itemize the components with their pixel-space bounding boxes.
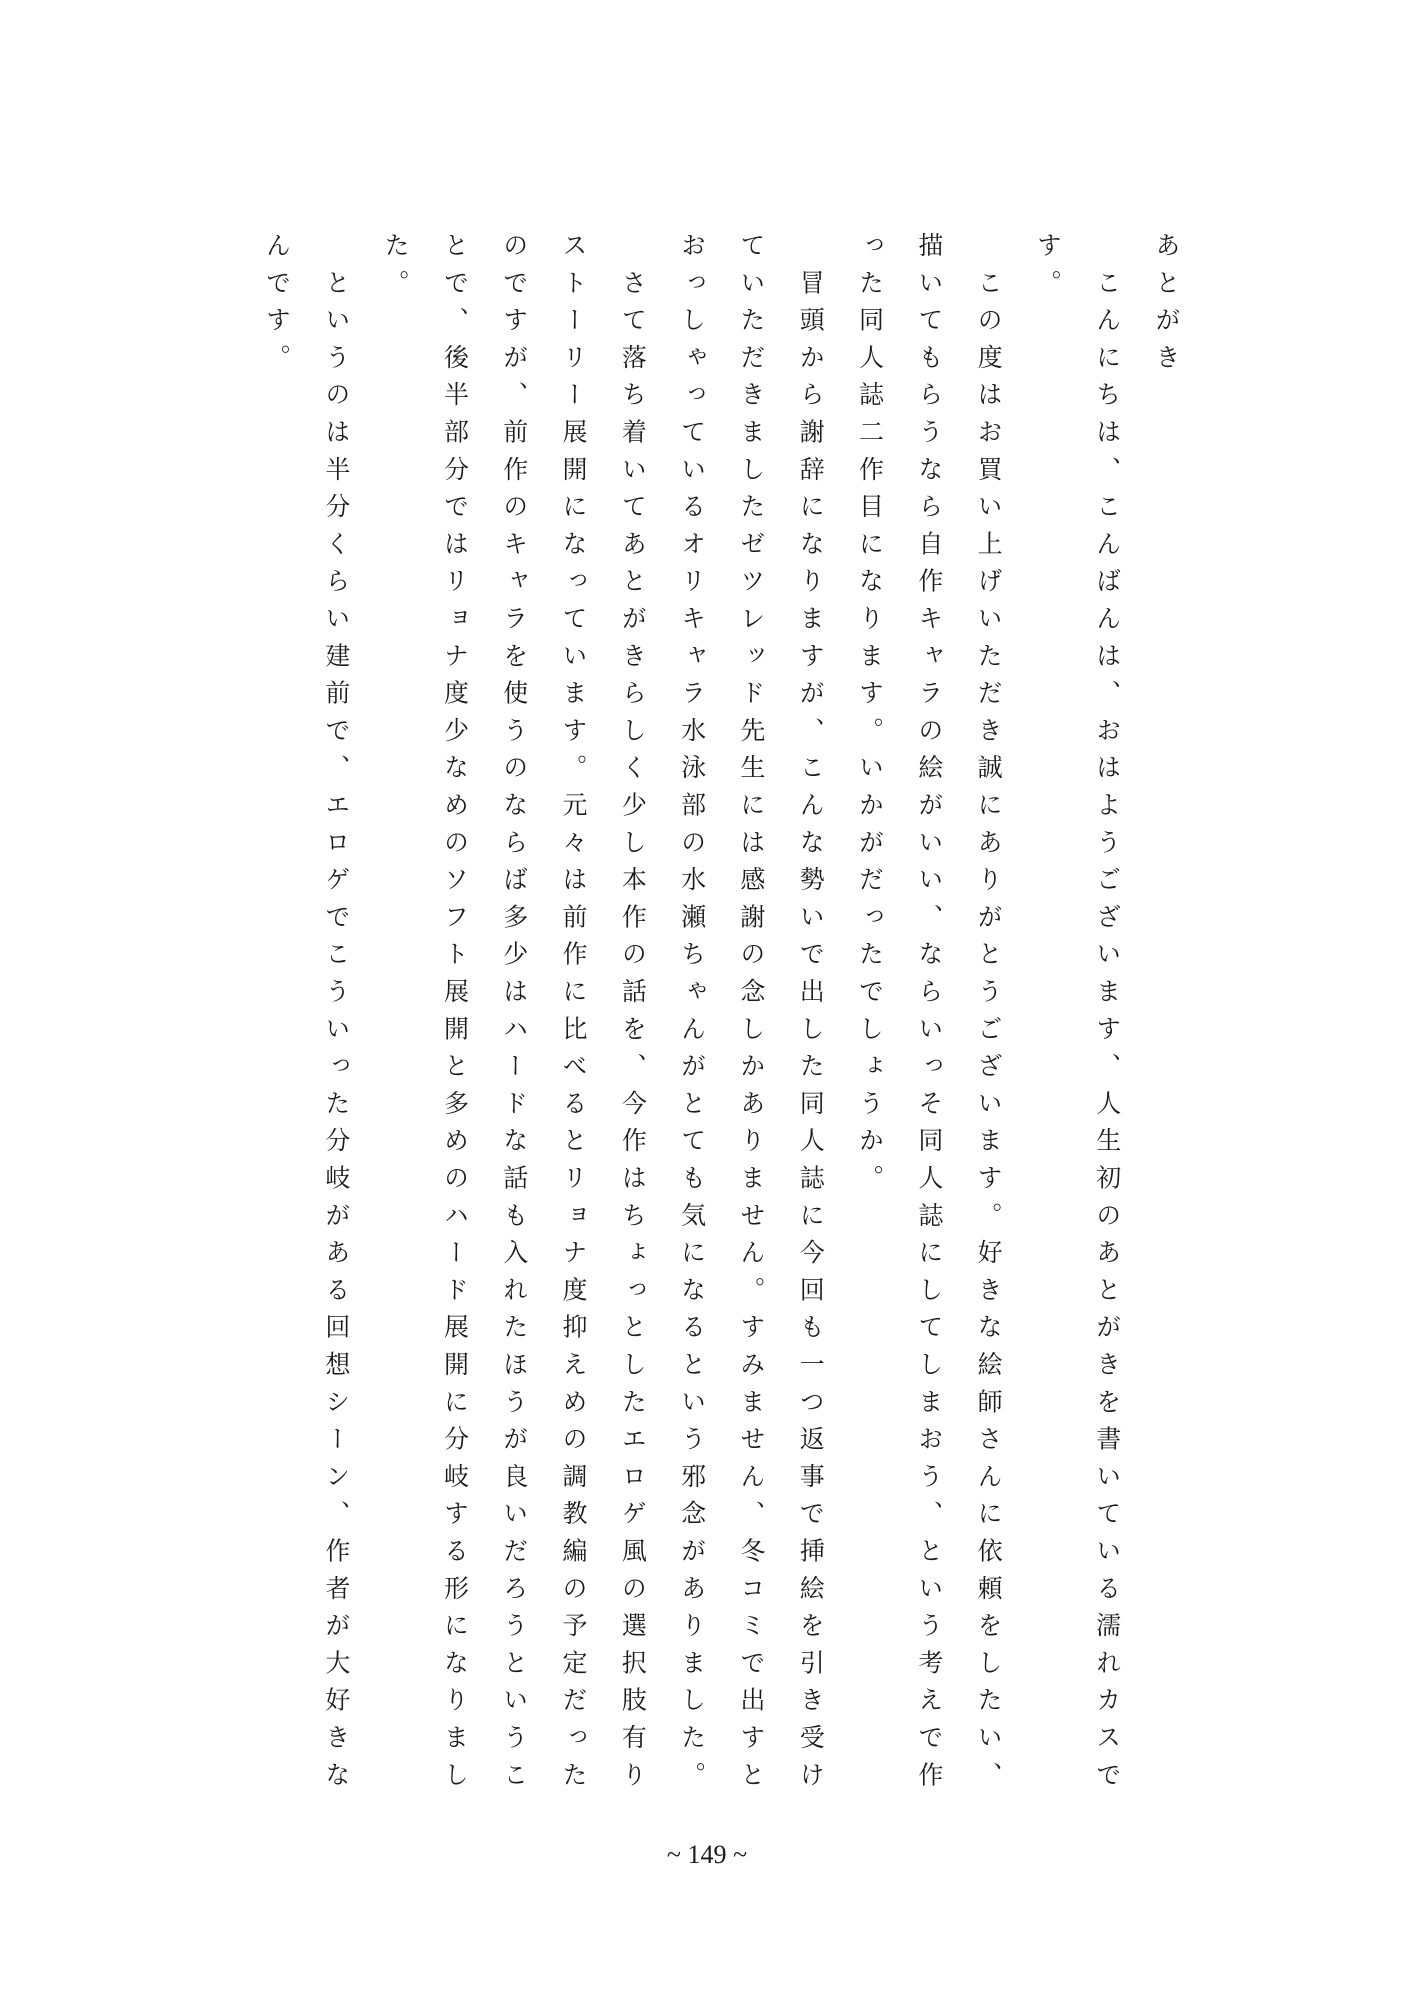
afterword-body: [247, 232, 1196, 1822]
paragraph: さて落ち着いてあとがきらしく少し本作の話を、今作はちょっとしたエロゲ風の選択肢有り ストーリー展開になっています。元々は前作に比べるとリョナ度抑えめの調教編の予定だった のですが、前作のキャラを使うのならば多少はハードな話も入れたほうが良いだろうというこ とで、後半部分ではリョナ度少なめのソフト展開と多めのハード展開に分岐する形になりまし た。: [381, 232, 648, 1799]
afterword-heading: あとがき: [1152, 232, 1181, 382]
page-number: ~ 149 ~: [666, 1840, 748, 1869]
paragraph: というのは半分くらい建前で、エロゲでこういった分岐がある回想シーン、作者が大好きな んです。: [262, 232, 351, 1799]
paragraph: 冒頭から謝辞になりますが、こんな勢いで出した同人誌に今回も一つ返事で挿絵を引き受け ていただきましたゼツレッド先生には感謝の念しかありません。すみません、冬コミで出すと おっしゃっているオリキャラ水泳部の水瀬ちゃんがとても気になるという邪念がありました。: [677, 232, 826, 1799]
paragraph: こんにちは、こんばんは、おはようございます、人生初のあとがきを書いている濡れカスで す。: [1033, 232, 1122, 1799]
paragraph: この度はお買い上げいただき誠にありがとうございます。好きな絵師さんに依頼をしたい、 描いてもらうなら自作キャラの絵がいい、ならいっそ同人誌にしてしまおう、という考えで作 った同人誌二作目になります。いかがだったでしょうか。: [855, 232, 1004, 1799]
